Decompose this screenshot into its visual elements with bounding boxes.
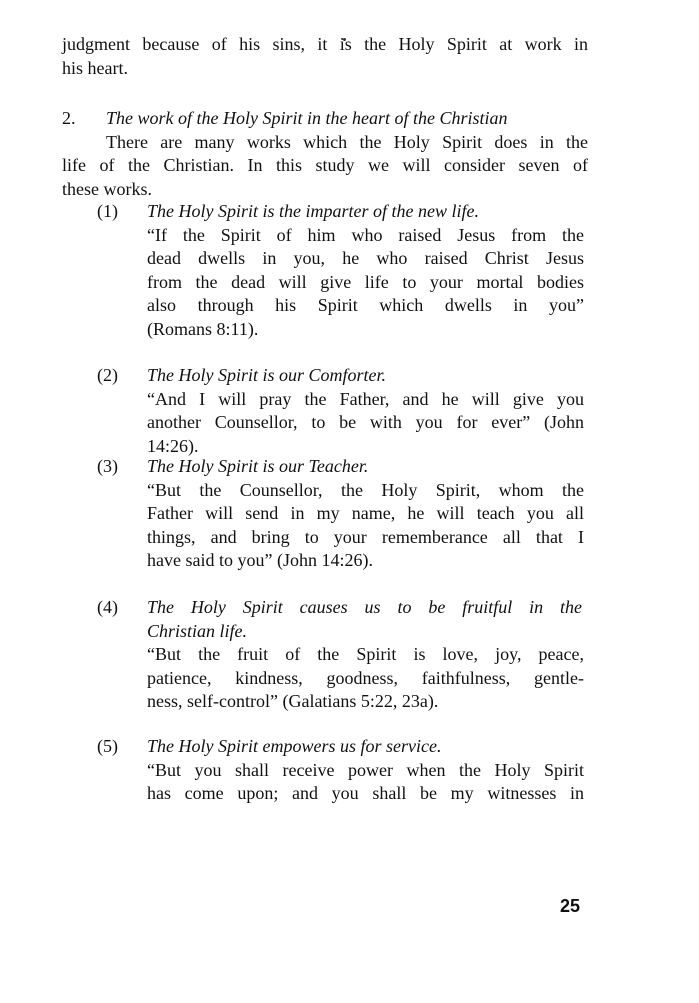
section-title: The work of the Holy Spirit in the heart of the Christian [106, 108, 508, 128]
item-number: (5) [97, 736, 118, 756]
quote-line: “If the Spirit of him who raised Jesus from the [147, 224, 584, 245]
paragraph-line: judgment because of his sins, it is the Holy Spirit at work in [62, 34, 588, 54]
quote-line: another Counsellor, to be with you for ever” (John [147, 412, 584, 433]
item-number: (4) [97, 597, 118, 617]
page-number: 25 [560, 896, 581, 916]
item-heading: The Holy Spirit is our Comforter. [147, 365, 387, 385]
quote-line: “But the fruit of the Spirit is love, joy, peace, [147, 644, 584, 665]
item-heading: The Holy Spirit causes us to be fruitful in the [147, 597, 582, 617]
item-heading: The Holy Spirit is our Teacher. [147, 456, 369, 476]
quote-line: also through his Spirit which dwells in you” [147, 295, 584, 316]
section-number: 2. [62, 108, 76, 128]
quote-line: “But you shall receive power when the Holy Spirit [147, 759, 584, 780]
quote-line: have said to you” (John 14:26). [147, 550, 373, 571]
item-number: (1) [97, 201, 118, 221]
quote-line: has come upon; and you shall be my witnesses in [147, 783, 584, 804]
paragraph-line: these works. [62, 178, 152, 199]
quote-line: dead dwells in you, he who raised Christ Jesus [147, 248, 584, 269]
paragraph-line: his heart. [62, 57, 128, 78]
item-number: (3) [97, 456, 118, 476]
quote-line: ness, self-control” (Galatians 5:22, 23a). [147, 691, 439, 712]
quote-line: (Romans 8:11). [147, 319, 259, 339]
quote-line: 14:26). [147, 435, 199, 456]
item-heading: Christian life. [147, 620, 248, 641]
quote-line: “And I will pray the Father, and he will give you [147, 388, 584, 409]
quote-line: from the dead will give life to your mortal bodies [147, 271, 584, 292]
quote-line: “But the Counsellor, the Holy Spirit, whom the [147, 479, 584, 500]
quote-line: Father will send in my name, he will teach you all [147, 503, 584, 524]
quote-line: patience, kindness, goodness, faithfulness, gentle- [147, 667, 584, 688]
quote-line: things, and bring to your rememberance all that I [147, 526, 584, 547]
item-number: (2) [97, 365, 118, 385]
paragraph-line: life of the Christian. In this study we will consider seven of [62, 155, 588, 176]
item-heading: The Holy Spirit empowers us for service. [147, 736, 442, 756]
paragraph-line: There are many works which the Holy Spirit does in the [106, 131, 588, 152]
item-heading: The Holy Spirit is the imparter of the new life. [147, 201, 479, 221]
